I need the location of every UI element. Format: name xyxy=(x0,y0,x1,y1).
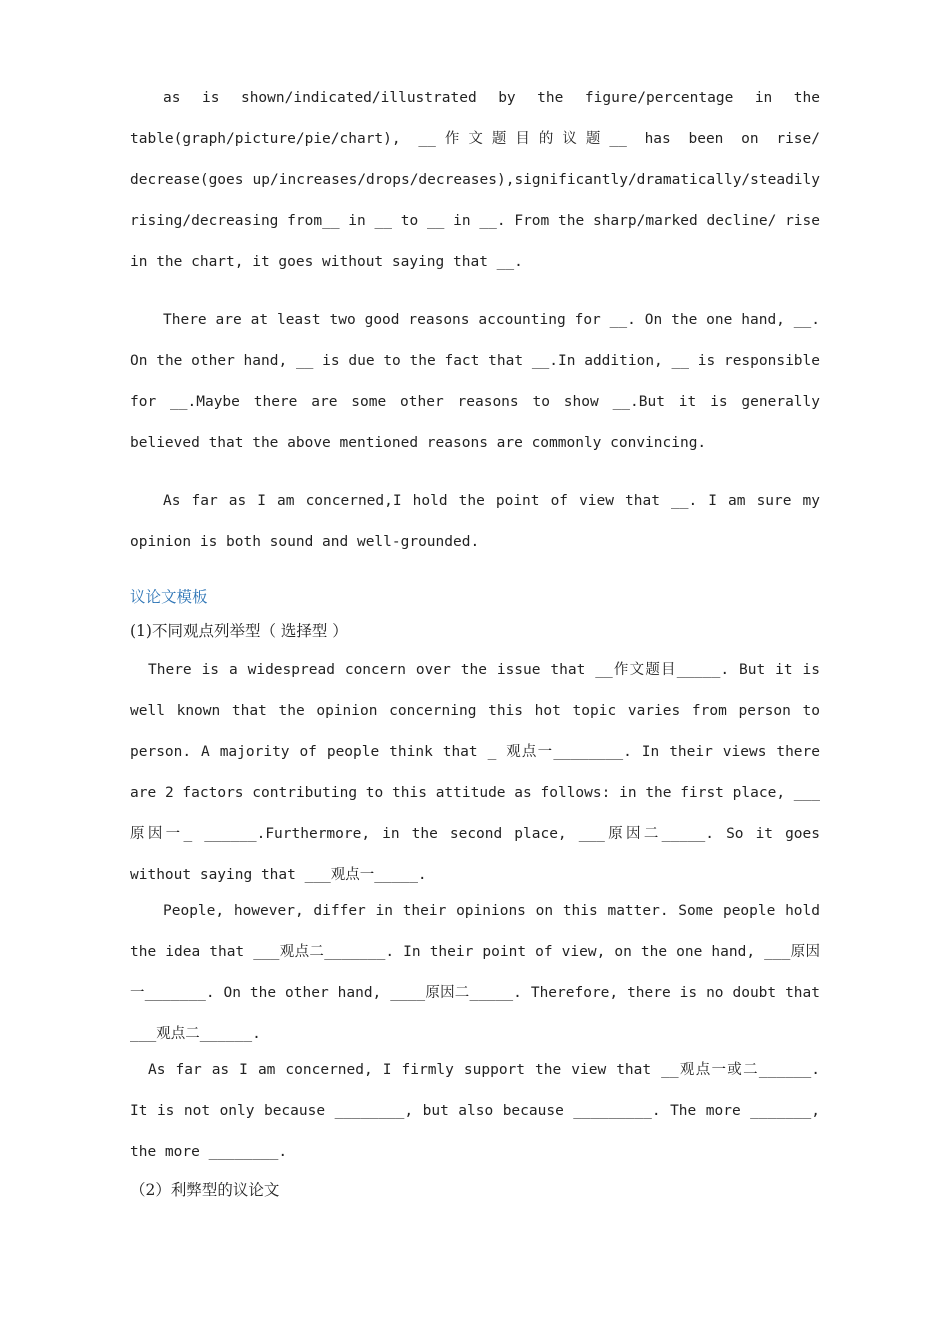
sub-heading-pros-cons-type: （2）利弊型的议论文 xyxy=(130,1181,280,1199)
intro-paragraph-3: As far as I am concerned,I hold the point of view that __. I am sure my opinion is both sound and well-grounded. xyxy=(130,493,820,550)
type1-paragraph-3: As far as I am concerned, I firmly support the view that __观点一或二______. It is not only because ________, but also because _________. The more _______, the more ________. xyxy=(130,1062,820,1160)
type1-paragraph-2: People, however, differ in their opinions on this matter. Some people hold the idea that ___观点二_______. In their point of view, on the one hand, ___原因一_______. On the other hand, ____原因二_____. Therefore, there is no doubt that ___观点二______. xyxy=(130,903,820,1042)
type1-paragraph-1: There is a widespread concern over the issue that __作文题目_____. But it is well known that the opinion concerning this hot topic varies from person to person. A majority of people think that _ 观点一________. In their views there are 2 factors contributing to this attitude as follows: in the first place, ___原因一_ ______.Furthermore, in the second place, ___原因二_____. So it goes without saying that ___观点一_____. xyxy=(130,662,820,883)
document-page xyxy=(130,78,820,1207)
sub-heading-opinion-type: (1)不同观点列举型（ 选择型 ） xyxy=(130,622,348,640)
section-heading: 议论文模板 xyxy=(130,588,208,606)
intro-paragraph-2: There are at least two good reasons accounting for __. On the one hand, __. On the other hand, __ is due to the fact that __.In addition, __ is responsible for __.Maybe there are some other reasons to show __.But it is generally believed that the above mentioned reasons are commonly convincing. xyxy=(130,312,820,451)
intro-paragraph-1: as is shown/indicated/illustrated by the figure/percentage in the table(graph/picture/pie/chart), __作文题目的议题__ has been on rise/ decrease(goes up/increases/drops/decreases),significantly/dramatically/steadily rising/decreasing from__ in __ to __ in __. From the sharp/marked decline/ rise in the chart, it goes without saying that __. xyxy=(130,90,820,270)
